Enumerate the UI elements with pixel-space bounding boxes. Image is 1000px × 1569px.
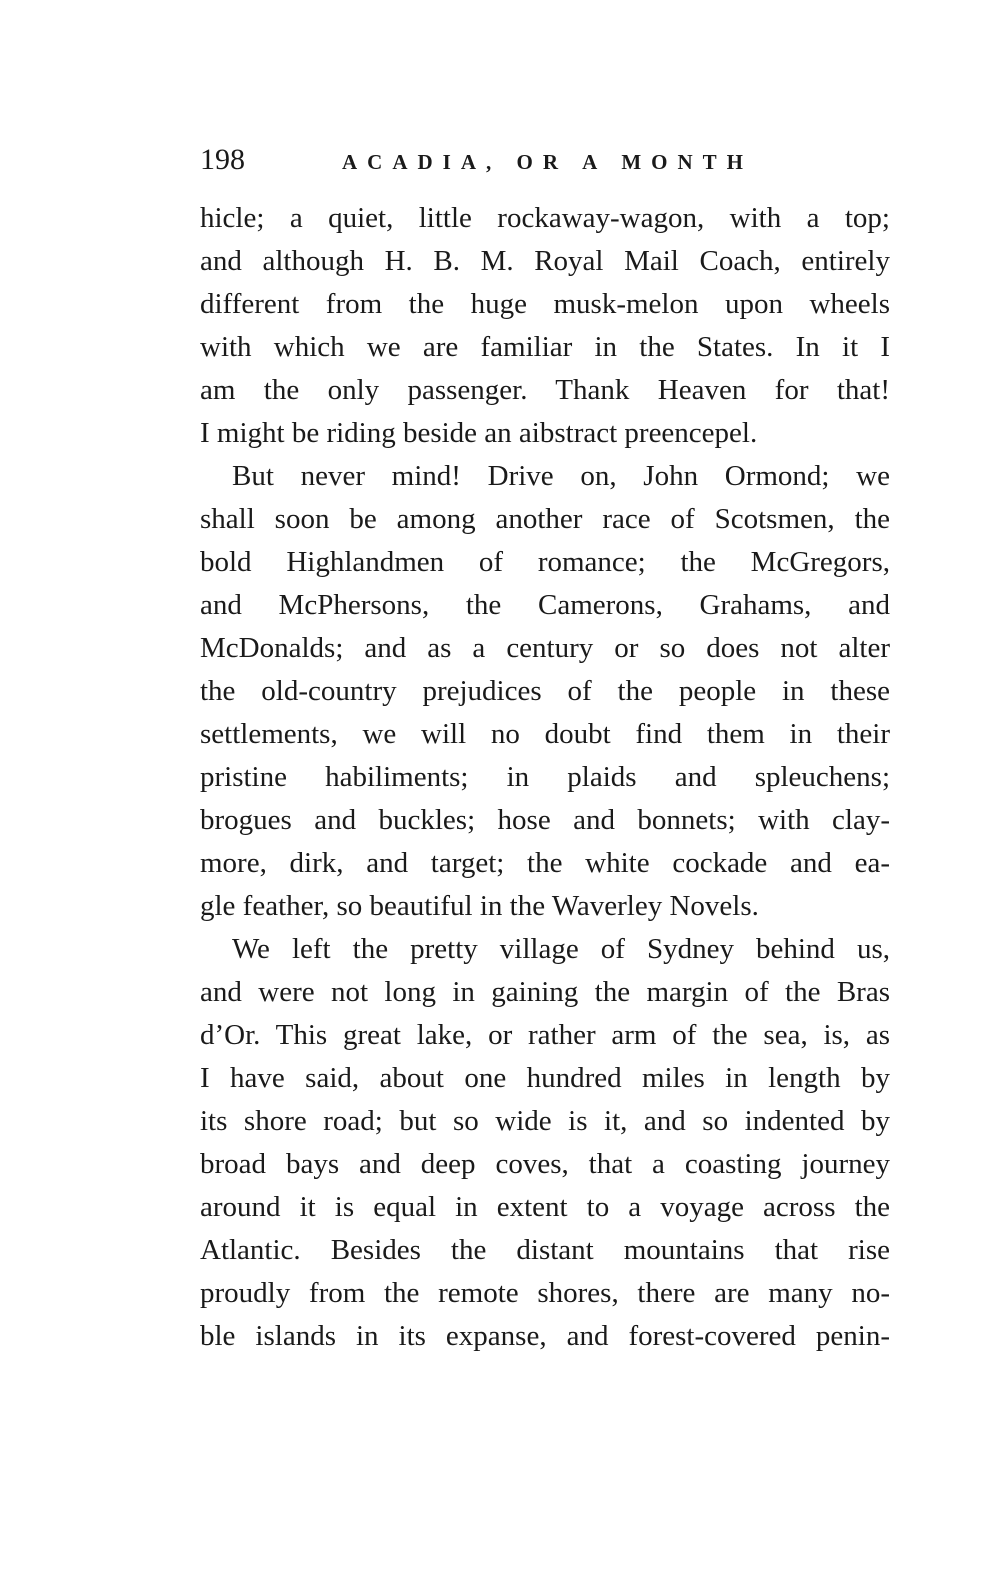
text-line: But never mind! Drive on, John Ormond; we xyxy=(232,460,890,492)
text-line: We left the pretty village of Sydney behind us, xyxy=(232,933,890,965)
text-line: I might be riding beside an aibstract preencepel. xyxy=(200,417,758,449)
text-line: the old-country prejudices of the people in these xyxy=(200,675,890,707)
text-line: pristine habiliments; in plaids and spleuchens; xyxy=(200,761,890,793)
text-line: shall soon be among another race of Scotsmen, the xyxy=(200,503,890,535)
text-line: bold Highlandmen of romance; the McGregors, xyxy=(200,546,890,578)
text-line: and although H. B. M. Royal Mail Coach, entirely xyxy=(200,245,890,277)
text-line: and McPhersons, the Camerons, Grahams, and xyxy=(200,589,890,621)
text-line: Atlantic. Besides the distant mountains that rise xyxy=(200,1234,890,1266)
text-line: different from the huge musk-melon upon wheels xyxy=(200,288,890,320)
text-line: its shore road; but so wide is it, and so indented by xyxy=(200,1105,890,1137)
text-line: with which we are familiar in the States. In it I xyxy=(200,331,890,363)
text-line: more, dirk, and target; the white cockade and ea- xyxy=(200,847,890,879)
text-line: proudly from the remote shores, there are many no- xyxy=(200,1277,890,1309)
text-line: brogues and buckles; hose and bonnets; with clay- xyxy=(200,804,890,836)
text-line: ble islands in its expanse, and forest-covered penin- xyxy=(200,1320,890,1352)
text-line: broad bays and deep coves, that a coasting journey xyxy=(200,1148,890,1180)
text-line: hicle; a quiet, little rockaway-wagon, with a top; xyxy=(200,202,890,234)
text-line: I have said, about one hundred miles in length by xyxy=(200,1062,890,1094)
body-text xyxy=(200,197,890,1358)
text-line: settlements, we will no doubt find them in their xyxy=(200,718,890,750)
text-line: around it is equal in extent to a voyage across the xyxy=(200,1191,890,1223)
running-head: ACADIA, OR A MONTH xyxy=(342,150,754,174)
text-line: McDonalds; and as a century or so does not alter xyxy=(200,632,890,664)
page-number: 198 xyxy=(200,143,245,176)
page-header xyxy=(200,140,890,180)
text-line: and were not long in gaining the margin of the Bras xyxy=(200,976,890,1008)
text-line: am the only passenger. Thank Heaven for that! xyxy=(200,374,890,406)
text-line: gle feather, so beautiful in the Waverley Novels. xyxy=(200,890,759,922)
text-line: d’Or. This great lake, or rather arm of the sea, is, as xyxy=(200,1019,890,1051)
